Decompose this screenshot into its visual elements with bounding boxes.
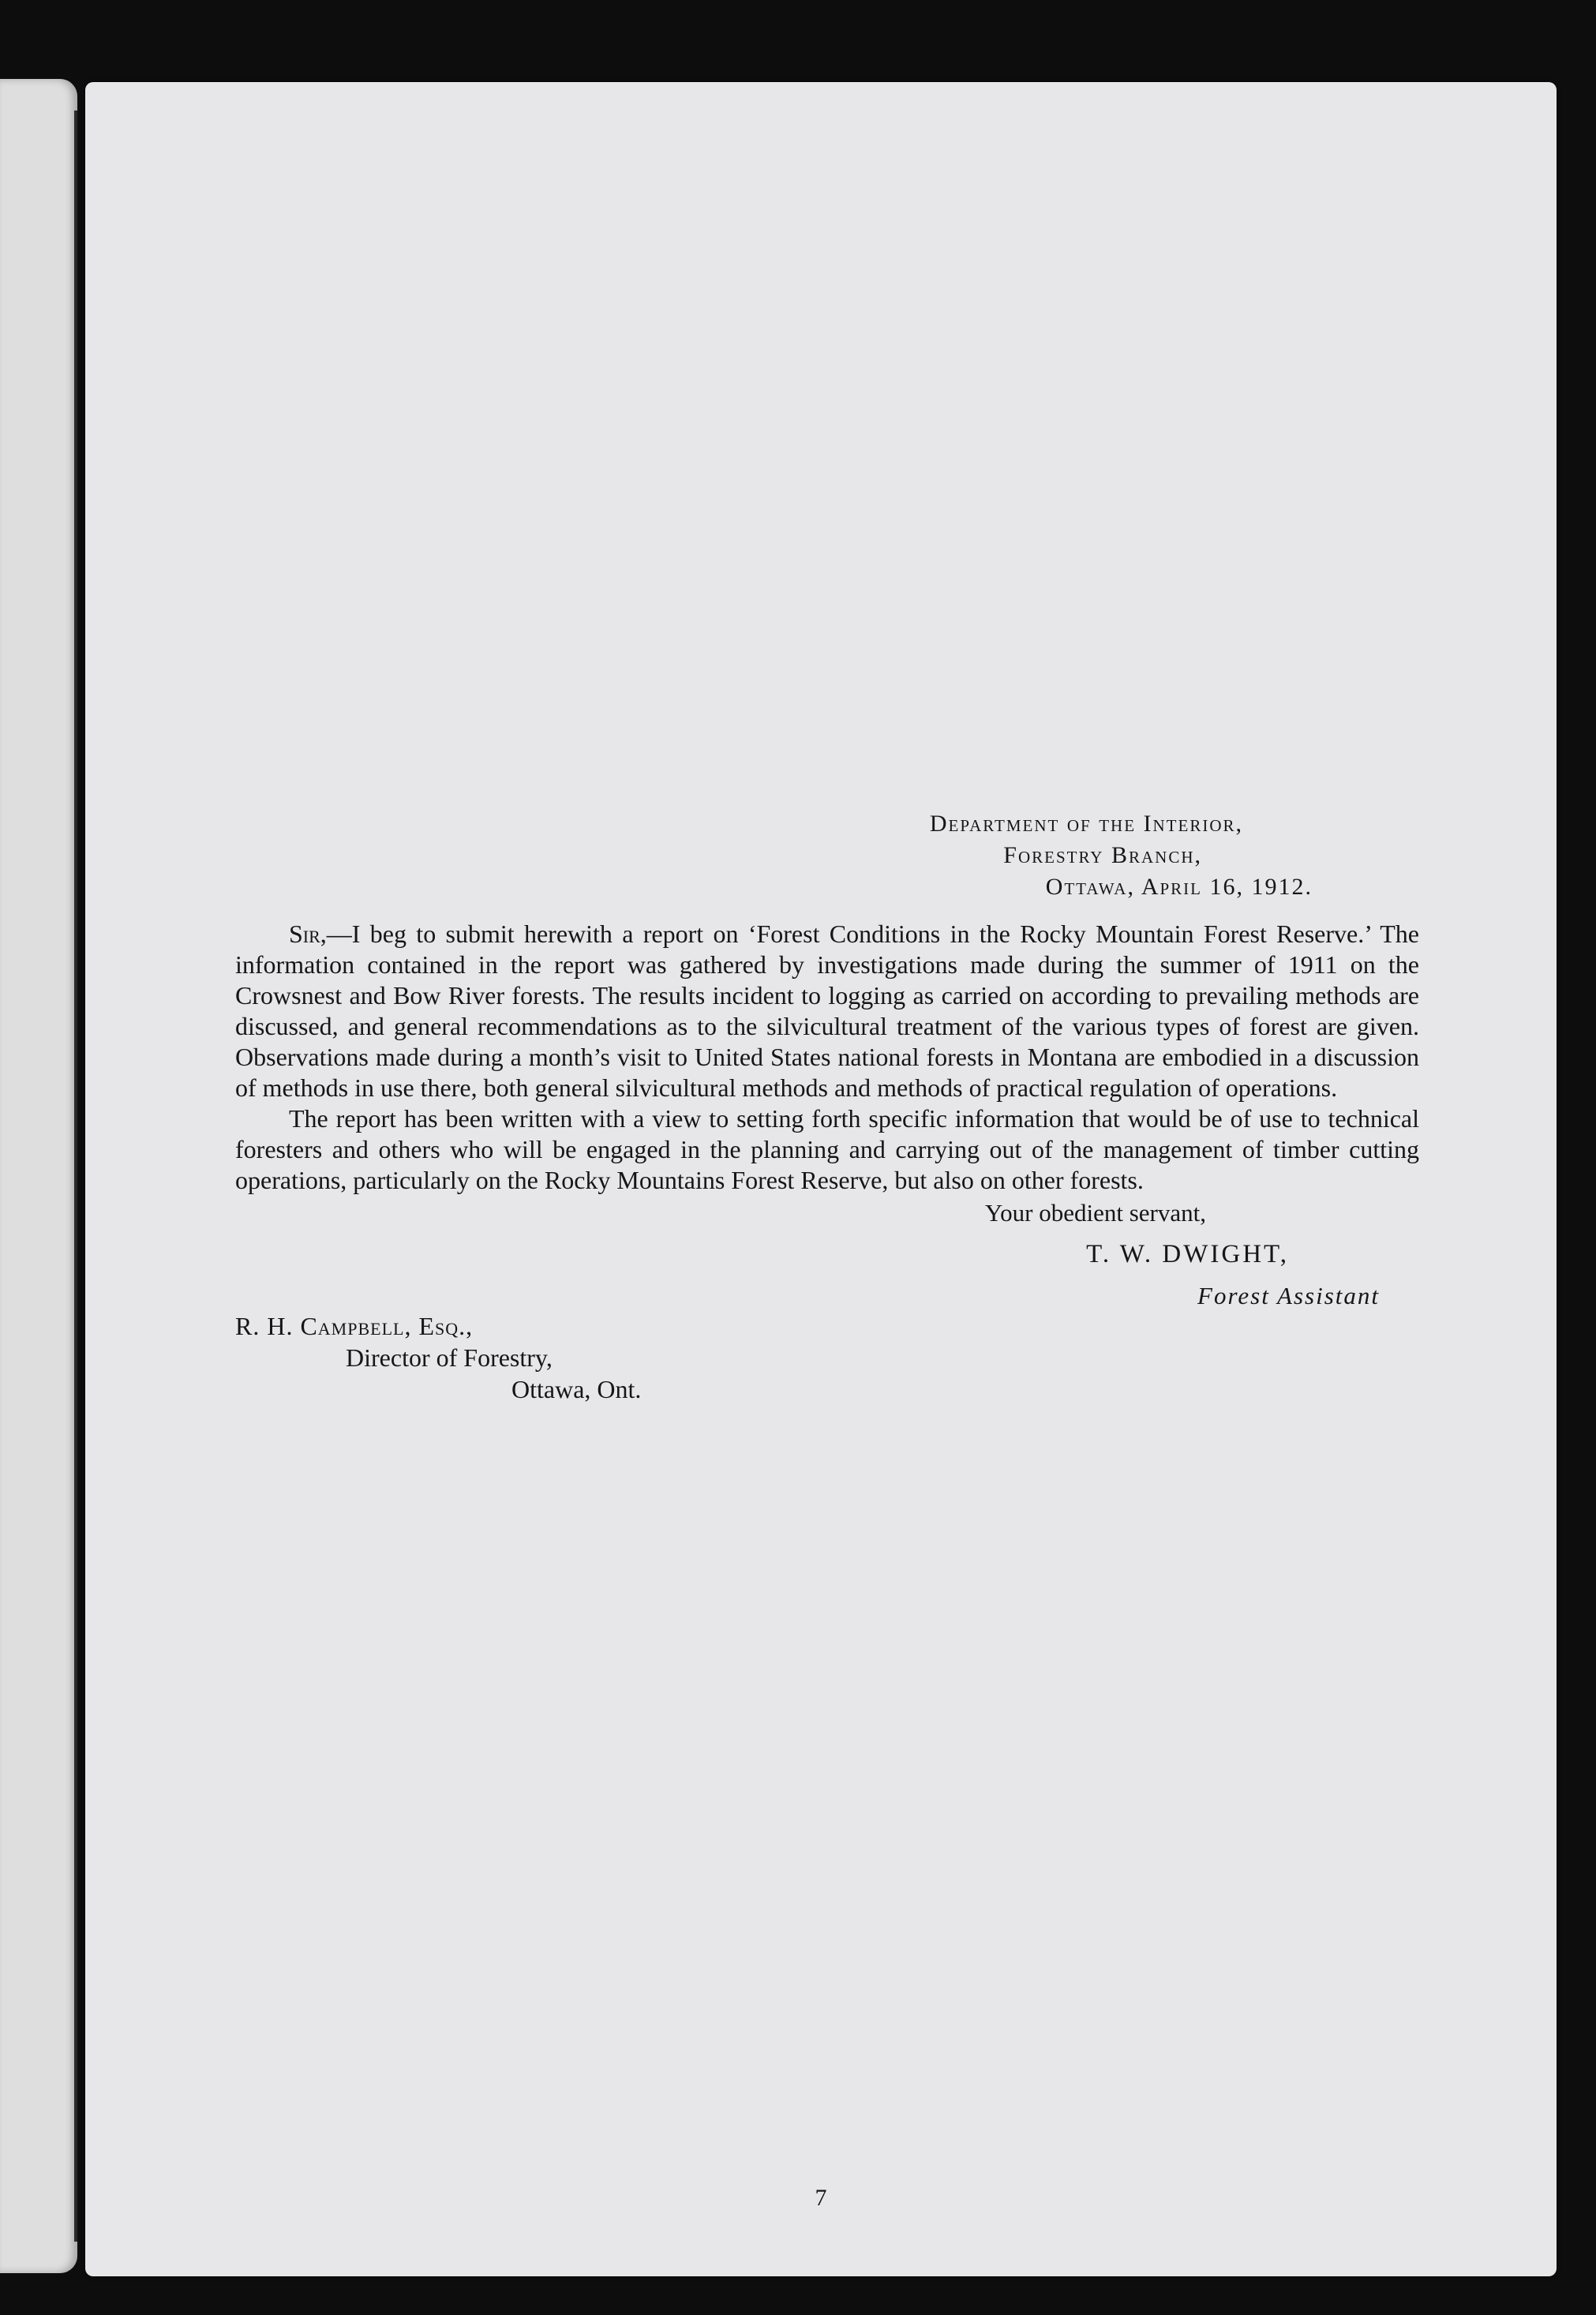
signature: T. W. DWIGHT, — [1086, 1240, 1289, 1268]
heading-department: Department of the Interior, — [929, 811, 1243, 837]
salutation: Sir, — [289, 920, 327, 948]
address-line-2: Director of Forestry, — [346, 1343, 553, 1372]
address-line-1: R. H. Campbell, Esq., — [235, 1312, 474, 1340]
signatory-title: Forest Assistant — [1197, 1282, 1380, 1309]
body-paragraph-2: The report has been written with a view to setting forth specific information that would be of use to technical foresters and others who will be engaged in the planning and carrying out of the management of timber cutting operations, particularly on the Rocky Mountains Forest Reserve, but also on other forests. — [235, 1104, 1419, 1194]
letter-body — [235, 919, 1435, 1196]
page-number: 7 — [815, 2185, 827, 2211]
heading-place-date: Ottawa, April 16, 1912. — [1045, 874, 1313, 900]
letter — [235, 808, 1435, 1405]
address-line-3: Ottawa, Ont. — [511, 1375, 642, 1403]
previous-page-edge — [0, 79, 77, 2273]
recipient-address — [235, 1310, 1435, 1405]
heading-branch: Forestry Branch, — [1003, 842, 1202, 868]
paragraph-1-text: —I beg to submit herewith a report on ‘Forest Conditions in the Rocky Mountain Forest Reserve.’ The information contained in the report was gathered by investigations made during the summer of 1911 on the Crowsnest and Bow River forests. The results incident to logging as carried on according to prevailing methods are discussed, and general recommendations as to the silvicultural treatment of the various types of forest are given. Observations made during a month’s visit to United States national forests in Montana are embodied in a discussion of methods in use there, both general silvicultural methods and methods of practical regulation of operations. — [235, 920, 1419, 1102]
body-paragraph-1 — [235, 919, 1419, 1103]
document-page — [85, 82, 1557, 2276]
complimentary-close: Your obedient servant, — [984, 1199, 1206, 1227]
letter-heading — [235, 808, 1435, 903]
page-binding-edge — [74, 111, 77, 2242]
